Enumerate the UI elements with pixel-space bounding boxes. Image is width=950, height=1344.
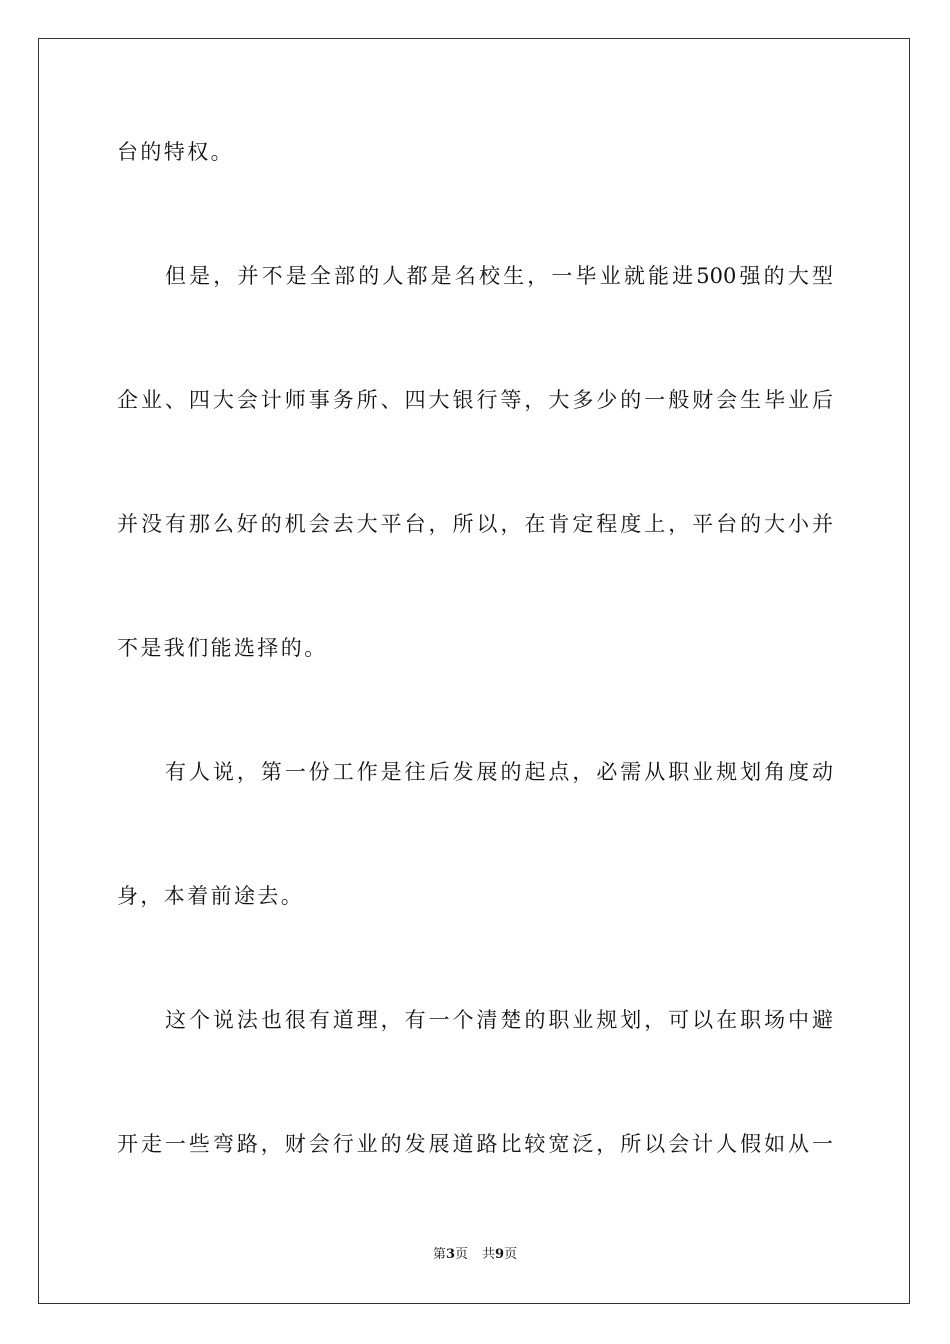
text-line: 身，本着前途去。 (117, 884, 305, 908)
text-line: 企业、四大会计师事务所、四大银行等，大多少的一般财会生毕业后 (117, 388, 833, 412)
text-line: 这个说法也很有道理，有一个清楚的职业规划，可以在职场中避 (165, 1008, 833, 1032)
page-number: 3 (445, 1247, 455, 1262)
text-line: 开走一些弯路，财会行业的发展道路比较宽泛，所以会计人假如从一 (117, 1132, 833, 1156)
total-suffix: 页 (504, 1247, 518, 1262)
page-border (38, 38, 910, 1304)
page-suffix: 页 (454, 1247, 468, 1262)
text-line: 有人说，第一份工作是往后发展的起点，必需从职业规划角度动 (165, 760, 833, 784)
total-prefix: 共 (482, 1247, 496, 1262)
total-pages: 9 (495, 1247, 505, 1262)
text-line: 并没有那么好的机会去大平台，所以，在肯定程度上，平台的大小并 (117, 512, 833, 536)
page-footer (0, 1246, 950, 1264)
text-line: 台的特权。 (117, 140, 234, 164)
text-line: 不是我们能选择的。 (117, 636, 328, 660)
text-line: 但是，并不是全部的人都是名校生，一毕业就能进500强的大型 (165, 264, 833, 288)
page-prefix: 第 (432, 1247, 446, 1262)
